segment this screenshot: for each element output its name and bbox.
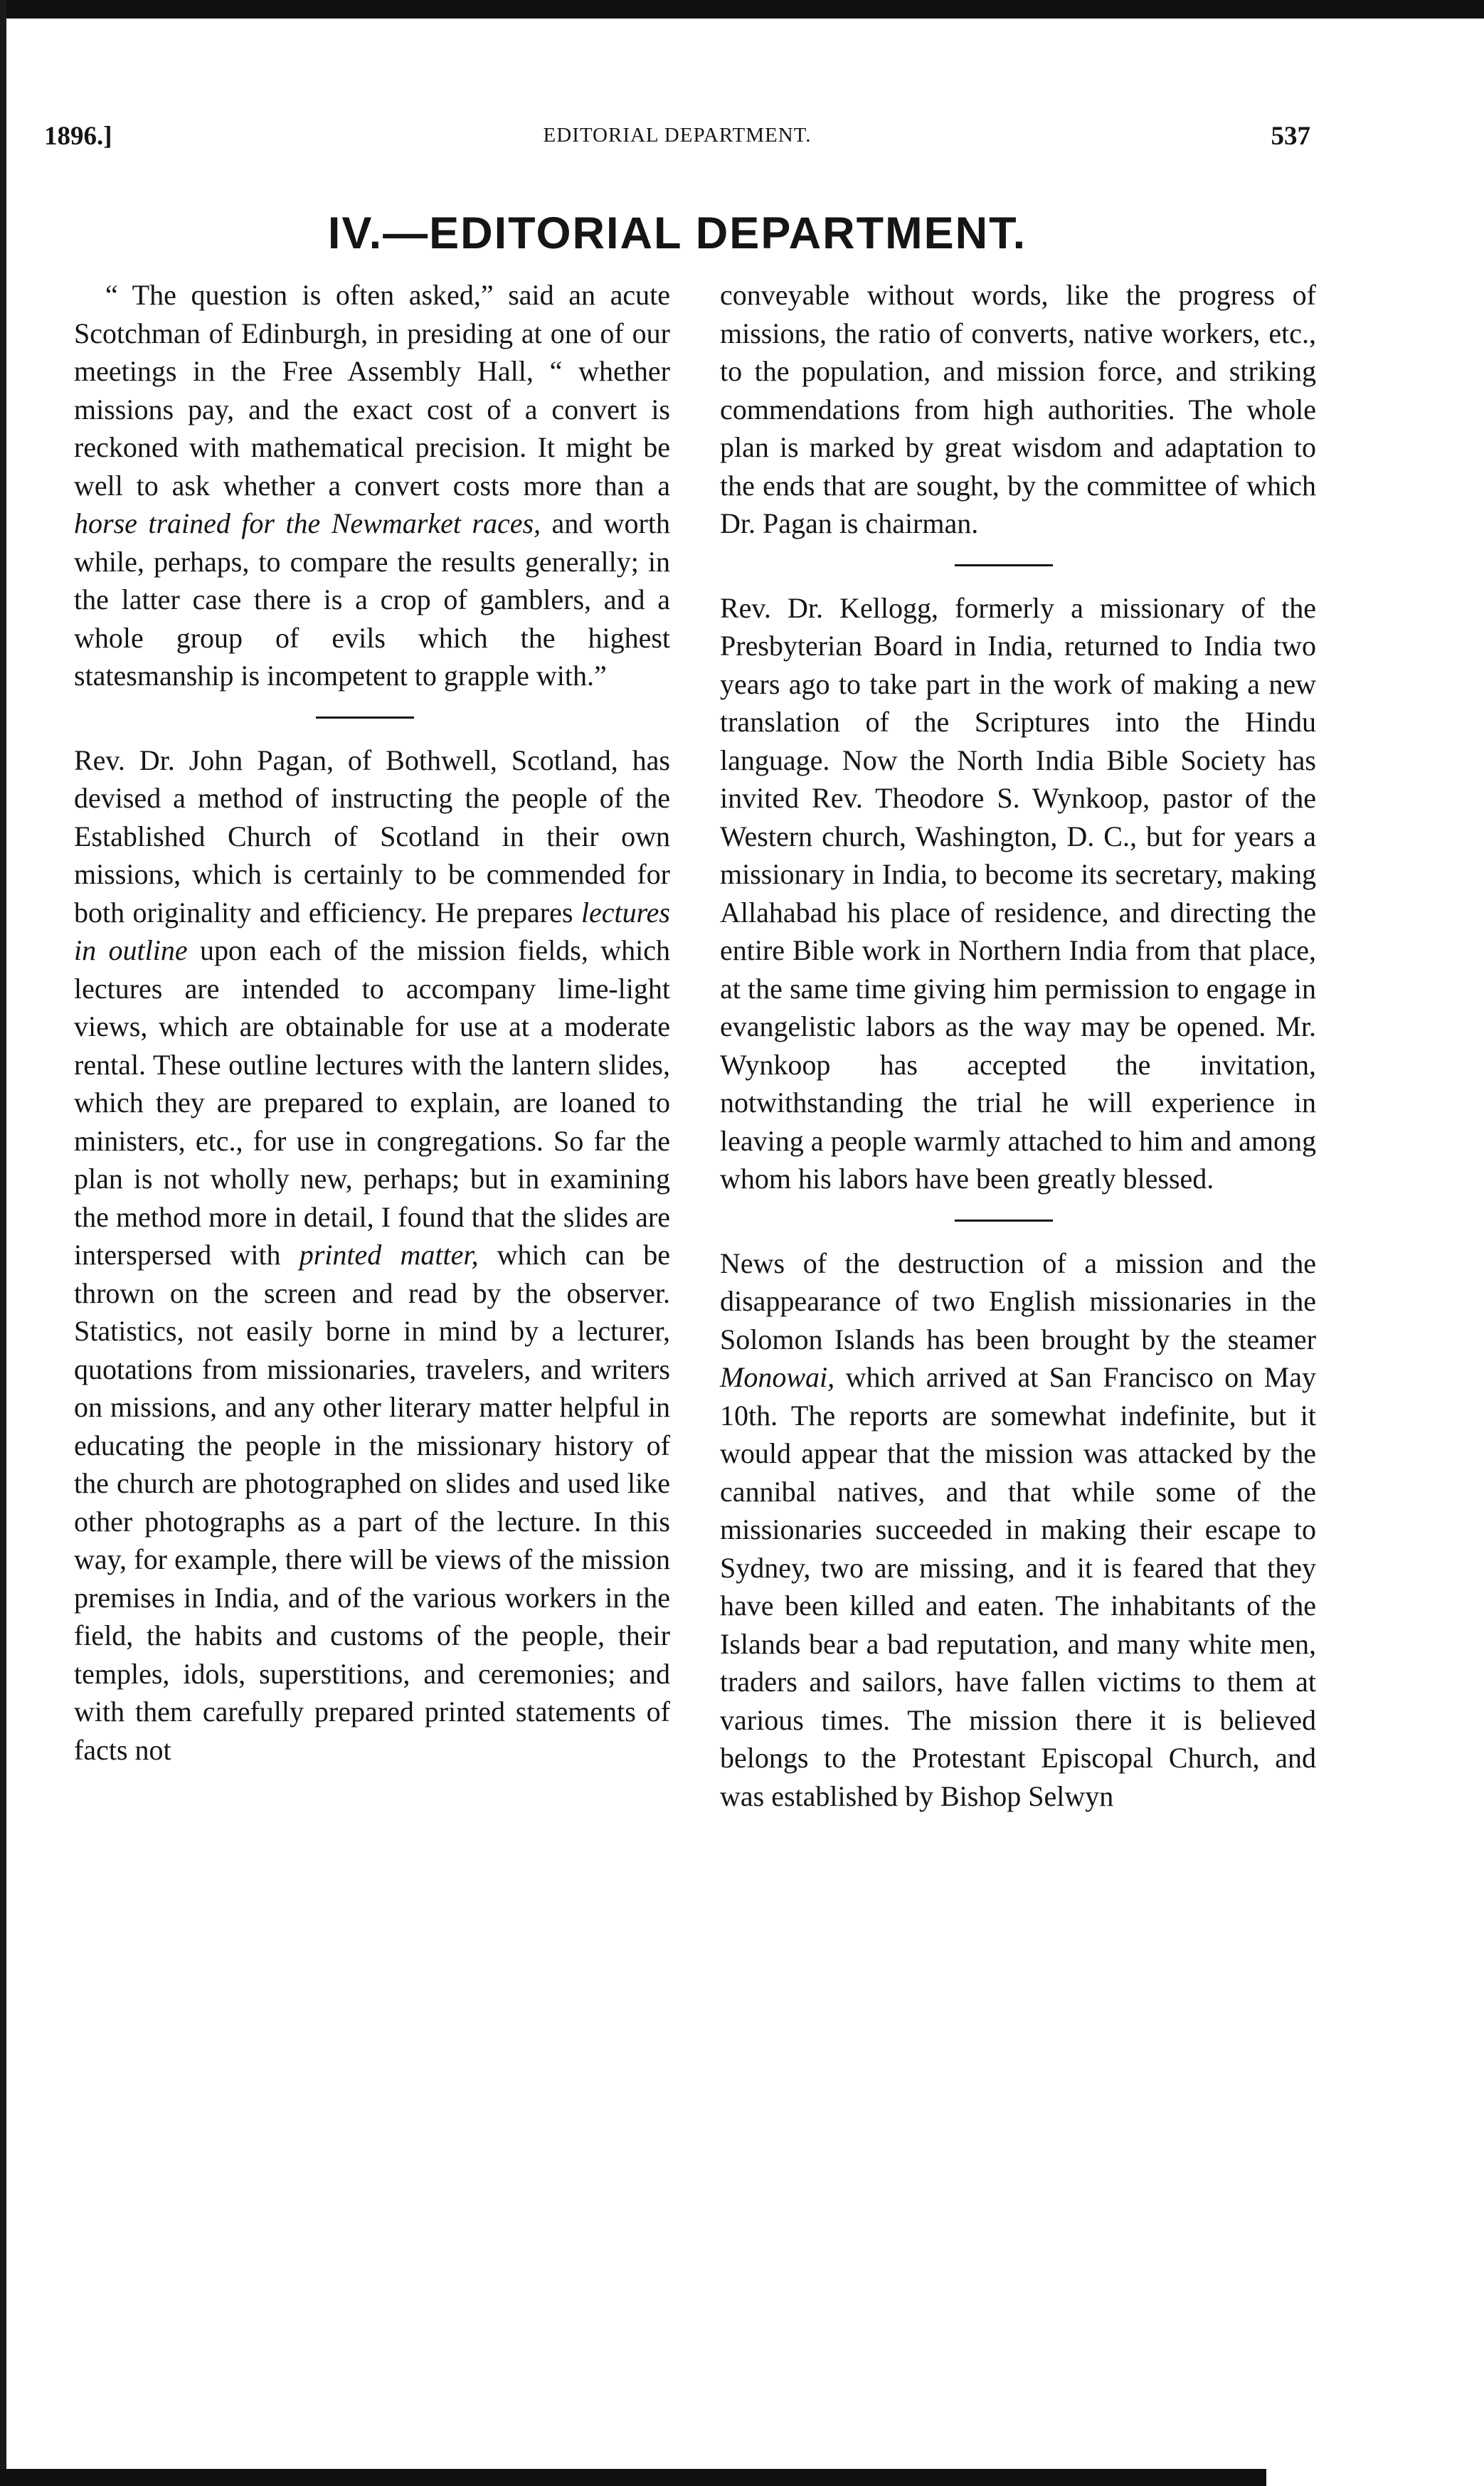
paragraph-continuation: conveyable without words, like the progress of missions, the ratio of converts, native workers, etc., to the population, and mission force, and striking commendations from high authorities. The whole plan is marked by great wisdom and adaptation to the ends that are sought, by the committee of which Dr. Pagan is chairman. xyxy=(720,279,1316,539)
scan-border-bottom xyxy=(0,2469,1266,2486)
italic-phrase: lectures in outline xyxy=(74,896,670,966)
left-column xyxy=(74,276,670,1769)
right-column xyxy=(720,276,1316,1815)
italic-phrase: Monowai, xyxy=(720,1361,835,1393)
header-year: 1896.] xyxy=(44,122,112,151)
paragraph-horse-quote xyxy=(74,276,670,695)
paragraph-text: Rev. Dr. John Pagan, of Bothwell, Scotland, has devised a method of instructing the people of the Established Church of Scotland in their own missions, which is certainly to be commended for both originality and efficiency. He prepares xyxy=(74,744,670,929)
header-page-number: 537 xyxy=(1271,122,1310,151)
section-divider xyxy=(316,716,414,719)
header-section: EDITORIAL DEPARTMENT. xyxy=(543,124,812,147)
paragraph-text: which arrived at San Francisco on May 10th. The reports are somewhat indefinite, but it would appear that the mission was attacked by the cannibal natives, and that while some of the missionaries succeeded in making their escape to Sydney, two are missing, and it is feared that they have been killed and eaten. The inhabitants of the Islands bear a bad reputation, and many white men, traders and sailors, have fallen victims to them at various times. The mission there it is believed belongs to the Protestant Episcopal Church, and was established by Bishop Selwyn xyxy=(720,1361,1316,1812)
section-divider xyxy=(955,1220,1053,1222)
page-title: IV.—EDITORIAL DEPARTMENT. xyxy=(327,208,1027,258)
paragraph-text: upon each of the mission fields, which lectures are intended to accompany lime-light views, which are obtainable for use at a moderate rental. These outline lectures with the lantern slides, which they are prepared to explain, are loaned to ministers, etc., for use in congregations. So far the plan is not wholly new, perhaps; but in examining the method more in detail, I found that the slides are interspersed with xyxy=(74,934,670,1271)
italic-phrase: printed matter, xyxy=(299,1239,479,1271)
running-head xyxy=(44,121,1310,164)
paragraph-text: which can be thrown on the screen and read by the observer. Statistics, not easily borne in mind by a lecturer, quotations from missionaries, travelers, and writers on missions, and any other literary matter helpful in educating the people in the missionary history of the church are photographed on slides and used like other photographs as a part of the lecture. In this way, for example, there will be views of the mission premises in India, and of the various workers in the field, the habits and customs of the people, their temples, idols, superstitions, and ceremonies; and with them carefully prepared printed statements of facts not xyxy=(74,1239,671,1766)
paragraph-solomon-islands xyxy=(720,1244,1316,1816)
scan-border-left xyxy=(0,0,6,2486)
paragraph-text: and worth while, perhaps, to compare the results generally; in the latter case there is a crop of gamblers, and a whole group of evils which the highest statesmanship is incompetent to grapple with.” xyxy=(74,507,670,692)
section-divider xyxy=(955,564,1053,566)
paragraph-text: News of the destruction of a mission and the disappearance of two English missionaries in the Solomon Islands has been brought by the steamer xyxy=(720,1247,1316,1355)
scan-border-top xyxy=(0,0,1484,18)
paragraph-text: “ The question is often asked,” said an acute Scotchman of Edinburgh, in presiding at one of our meetings in the Free Assembly Hall, “ whether missions pay, and the exact cost of a convert is reckoned with mathematical precision. It might be well to ask whether a convert costs more than a xyxy=(74,279,670,502)
paragraph-kellogg-wynkoop: Rev. Dr. Kellogg, formerly a missionary of the Presbyterian Board in India, returned to India two years ago to take part in the work of making a new translation of the Scriptures into the Hindu language. Now the North India Bible Society has invited Rev. Theodore S. Wynkoop, pastor of the Western church, Washington, D. C., but for years a missionary in India, to become its secretary, making Allahabad his place of residence, and directing the entire Bible work in Northern India from that place, at the same time giving him permission to engage in evangelistic labors as the way may be opened. Mr. Wynkoop has accepted the invitation, notwithstanding the trial he will experience in leaving a people warmly attached to him and among whom his labors have been greatly blessed. xyxy=(720,591,1316,1195)
italic-phrase: horse trained for the Newmarket races, xyxy=(74,507,541,539)
paragraph-pagan-lectures xyxy=(74,741,670,1770)
